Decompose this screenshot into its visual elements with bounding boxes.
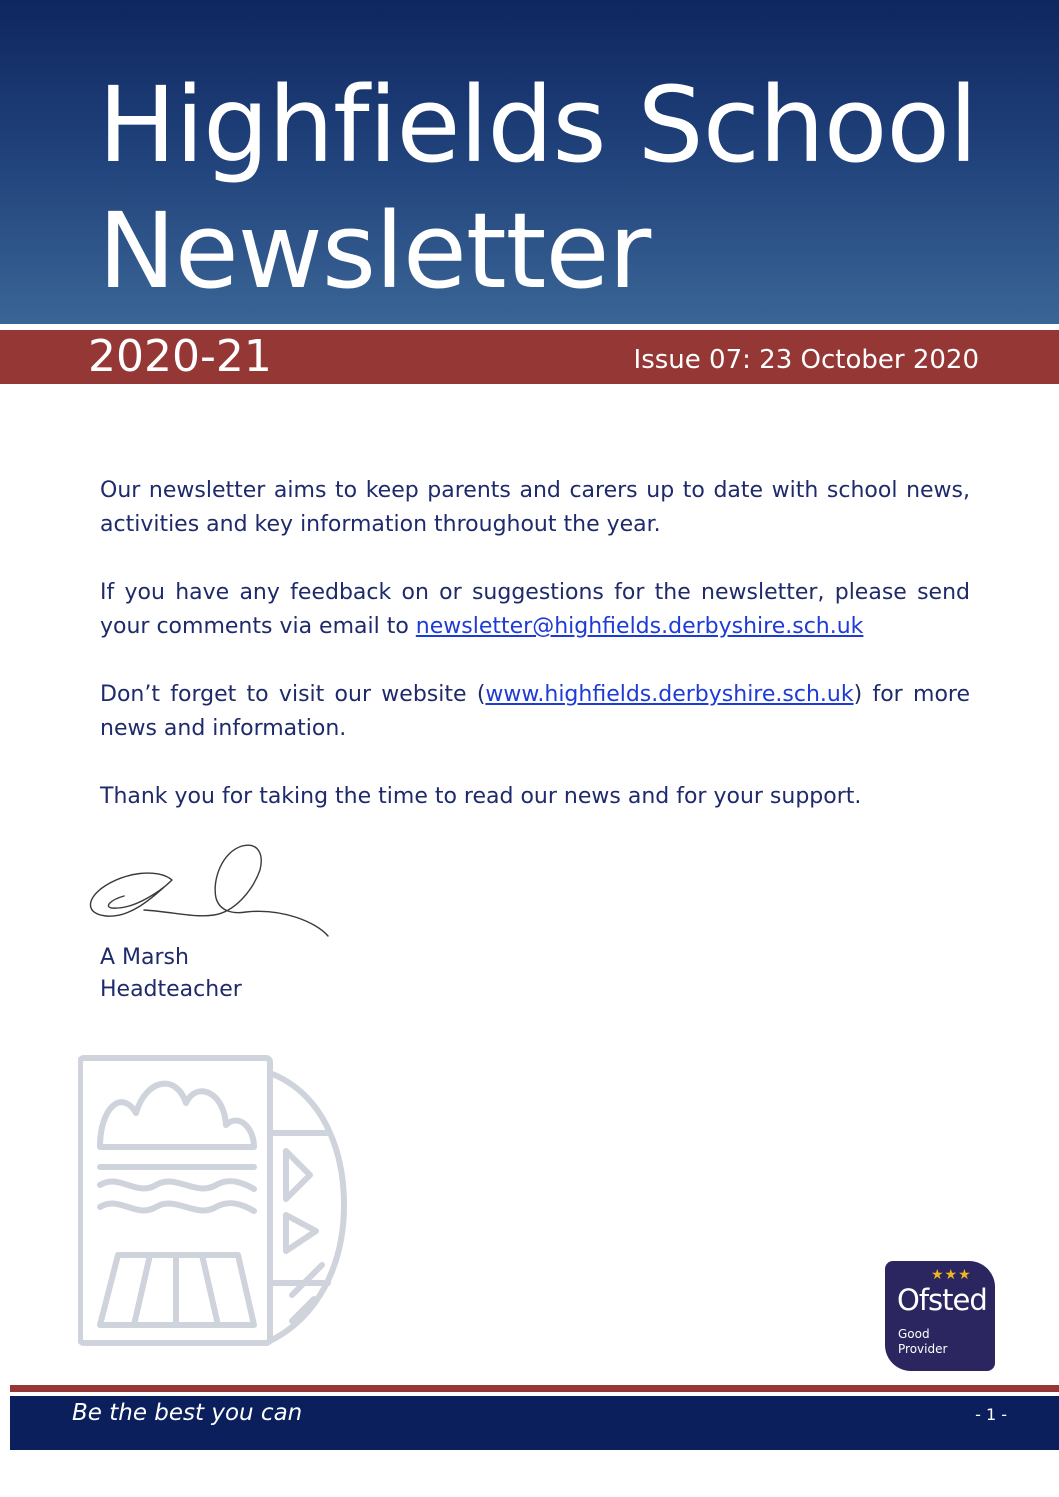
signature-icon xyxy=(84,840,334,940)
intro-text xyxy=(100,474,970,814)
ofsted-badge xyxy=(885,1261,995,1371)
school-motto: Be the best you can xyxy=(72,1400,303,1426)
website-text-suffix: ) for more news and information. xyxy=(100,682,970,741)
school-crest-icon xyxy=(78,1055,348,1347)
newsletter-email-link[interactable]: newsletter@highfields.derbyshire.sch.uk xyxy=(415,614,864,639)
ofsted-rating xyxy=(898,1327,947,1357)
feedback-paragraph xyxy=(100,576,970,644)
newsletter-title xyxy=(98,62,977,314)
header-banner xyxy=(0,0,1059,324)
headteacher-role: Headteacher xyxy=(100,977,242,1002)
feedback-text: If you have any feedback on or suggestions for the newsletter, please send your comments via email to xyxy=(100,580,970,639)
stars-icon: ★★★ xyxy=(931,1267,972,1283)
footer-accent-line xyxy=(10,1385,1059,1392)
title-line-2: Newsletter xyxy=(98,190,651,312)
issue-date: Issue 07: 23 October 2020 xyxy=(633,345,979,375)
ofsted-name: Ofsted xyxy=(897,1283,987,1317)
thanks-paragraph: Thank you for taking the time to read our news and for your support. xyxy=(100,784,862,809)
year-bar xyxy=(0,330,1059,384)
website-link[interactable]: www.highfields.derbyshire.sch.uk xyxy=(485,682,854,707)
website-paragraph xyxy=(100,678,970,746)
page-number: - 1 - xyxy=(975,1405,1007,1424)
ofsted-rating-line-1: Good xyxy=(898,1327,930,1341)
academic-year: 2020-21 xyxy=(88,331,272,382)
ofsted-rating-line-2: Provider xyxy=(898,1342,948,1356)
headteacher-name: A Marsh xyxy=(100,945,189,970)
website-text-prefix: Don’t forget to visit our website ( xyxy=(100,682,486,707)
intro-paragraph: Our newsletter aims to keep parents and carers up to date with school news, activities and key information throughout the year. xyxy=(100,478,970,537)
title-line-1: Highfields School xyxy=(98,64,977,186)
signoff xyxy=(100,942,242,1006)
